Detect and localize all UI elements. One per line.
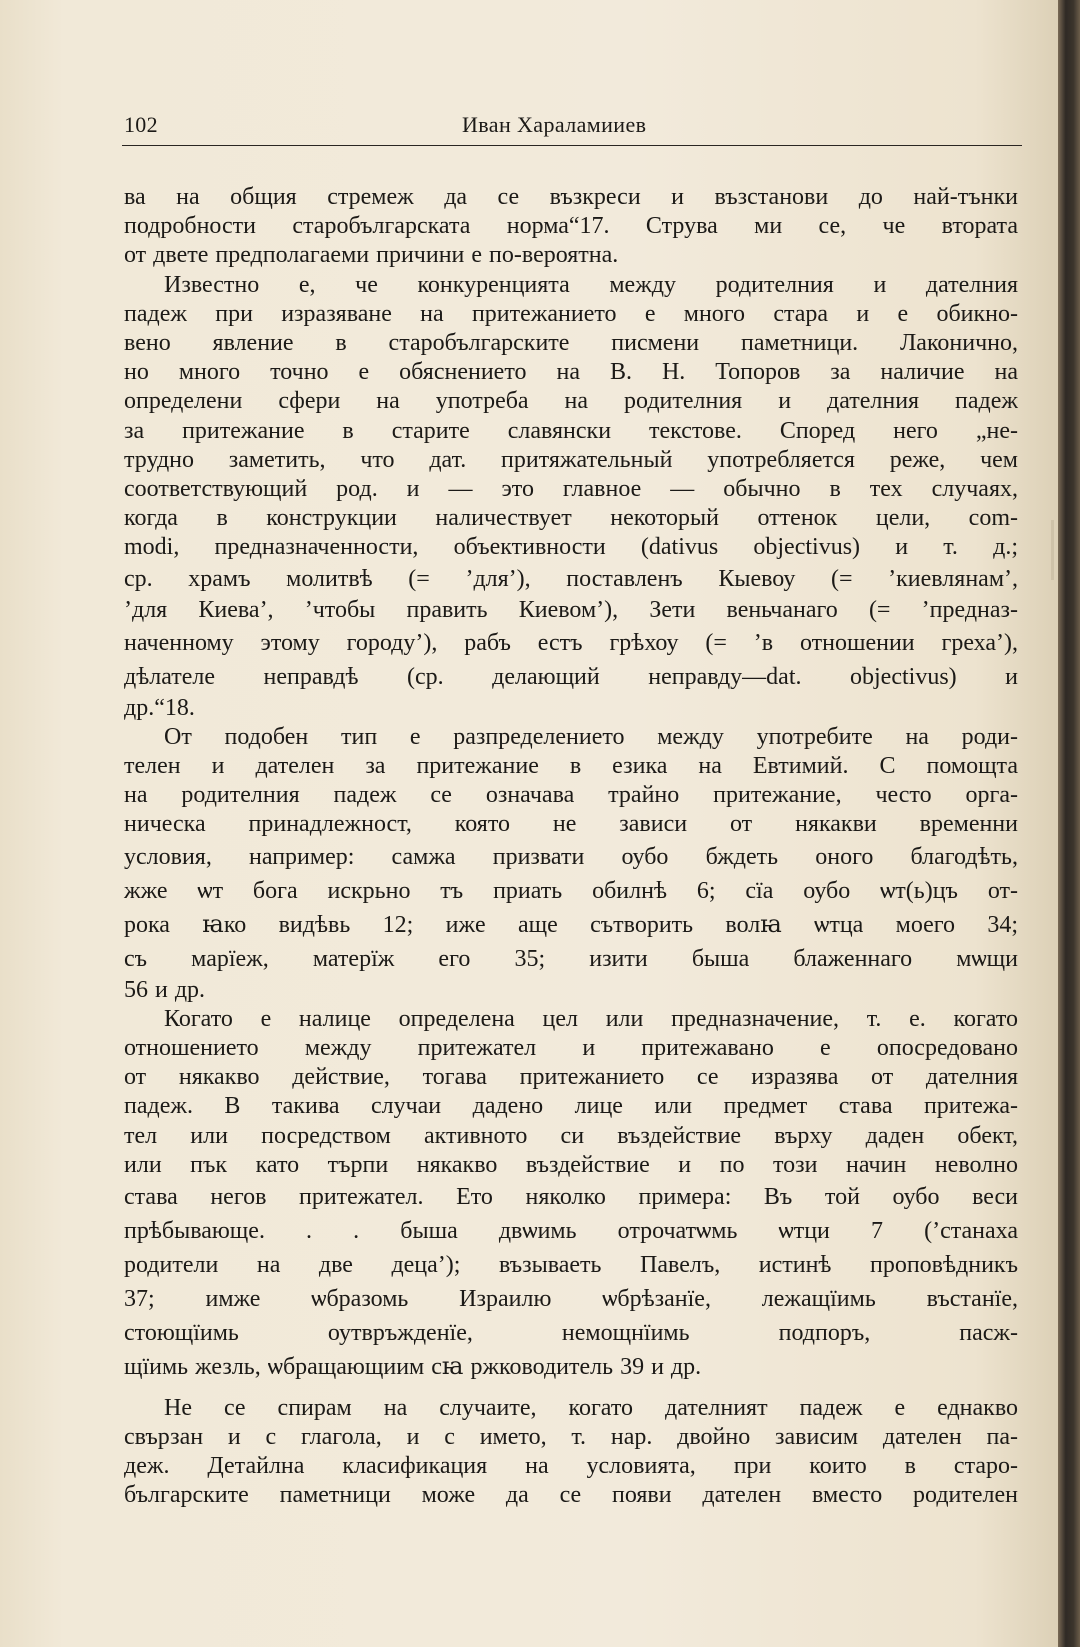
text-line-old-bulgarian: дѣлателе неправдѣ (ср. делающий неправду—dat. objectivus) и [124,663,1018,690]
text-line: подробности старобългарската норма“17. Струва ми се, че втората [124,213,1018,240]
text-line-old-bulgarian: щїимь жезль, ѡбращающиим сꙗ ржководитель 39 и др. [124,1353,702,1380]
running-head-author: Иван Хараламииев [462,112,647,137]
text-line: modi, предназначенности, объективности (dativus objectivus) и т. д.; [124,534,1018,561]
text-line: от двете предполагаеми причини е по-вероятна. [124,242,619,269]
paper-fleck [1051,520,1054,580]
text-line: ’для Киева’, ’чтобы править Киевом’), Зети веньчанаго (= ’предназ- [124,597,1018,624]
text-line-old-bulgarian: съ марїеж, матерїж его 35; изити быша блаженнаго мѡщи [124,945,1018,972]
text-line: тел или посредством активното си въздействие върху даден обект, [124,1122,1018,1149]
text-line: но много точно е обяснението на В. Н. Топоров за наличие на [124,359,1018,386]
paragraph-first-line: Не се спирам на случаите, когато дателният падеж е еднакво [164,1394,1018,1421]
text-line-old-bulgarian: родители на две деца’); възываеть Павелъ, истинѣ проповѣдникъ [124,1251,1018,1278]
text-line: падеж. В такива случаи дадено лице или предмет става притежа- [124,1093,1018,1120]
text-line: падеж при изразяване на притежанието е много стара и е обикно- [124,300,1018,327]
text-line-old-bulgarian: стоющїимь оутвръжденїе, немощнїимь подпоръ, пасж- [124,1319,1018,1346]
text-line-old-bulgarian: ср. храмъ молитвѣ (= ’для’), поставленъ Кыевоу (= ’киевлянам’, [124,566,1018,593]
text-line: за притежание в старите славянски текстове. Според него „не- [124,417,1018,444]
text-line: деж. Детайлна класификация на условията, при които в старо- [124,1453,1018,1480]
text-line: определени сфери на употреба на родителния и дателния падеж [124,388,1018,415]
text-line: телен и дателен за притежание в езика на Евтимий. С помощта [124,753,1018,779]
running-head [124,108,1022,142]
text-line: 56 и др. [124,976,206,1003]
text-line-old-bulgarian: рока ꙗко видѣвь 12; ижe аще сътворить волꙗ ѡтца моего 34; [124,911,1018,938]
text-line: ническа принадлежност, която не зависи от някакви временни [124,811,1018,838]
text-line: трудно заметить, что дат. притяжательный употребляется реже, чем [124,446,1018,473]
paragraph-first-line: От подобен тип е разпределението между употребите на роди- [164,723,1018,750]
paragraph-first-line: Известно е, че конкуренцията между родителния и дателния [164,271,1018,298]
text-line: свързан и с глагола, и с името, т. нар. двойно зависим дателен па- [124,1424,1018,1451]
book-spine-edge [1058,0,1080,1647]
text-line-old-bulgarian: прѣбывающе. . . быша двѡимь отрочатѡмь ѡтци 7 (’станаха [124,1217,1018,1244]
text-line-old-bulgarian: наченному этому городу’), рабъ естъ грѣхоу (= ’в отношении греха’), [124,629,1018,656]
text-line-old-bulgarian: става негов притежател. Ето няколко примера: Въ той оубо веси [124,1183,1018,1210]
paragraph-first-line: Когато е налице определена цел или предназначение, т. е. когато [164,1005,1018,1032]
text-line: ва на общия стремеж да се възкреси и възстанови до най-тънки [124,184,1018,210]
text-line: или пък като търпи някакво въздействие и по този начин неволно [124,1151,1018,1178]
text-line: др.“18. [124,694,195,721]
text-line: вено явление в старобългарските писмени паметници. Лаконично, [124,329,1018,356]
text-line: от някакво действие, тогава притежанието се изразява от дателния [124,1064,1018,1091]
page-number: 102 [124,112,158,137]
text-line: българските паметници може да се появи дателен вместо родителен [124,1482,1018,1509]
text-line: отношението между притежател и притежавано е опосредовано [124,1034,1018,1061]
text-line: соответствующий род. и — это главное — обычно в тех случаях, [124,475,1018,502]
text-line: когда в конструкции наличествует некоторый оттенок цели, com- [124,505,1018,532]
text-line-old-bulgarian: 37; имже ѡбразомь Израилю ѡбрѣзанїе, лежащїимь въстанїе, [124,1285,1018,1312]
header-rule [122,145,1022,146]
text-line-old-bulgarian: условия, например: самжа призвати оубо бждеть оного благодѣть, [124,843,1018,870]
text-line: на родителния падеж се означава трайно притежание, често орга- [124,782,1018,809]
text-line-old-bulgarian: жже ѡт бога искрьно тъ приать обилнѣ 6; сїа оубо ѡт(ь)цъ от- [124,877,1018,904]
body-text [124,183,1018,1511]
